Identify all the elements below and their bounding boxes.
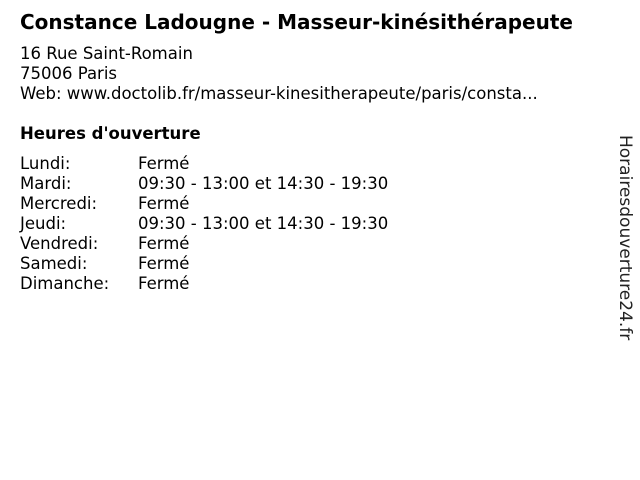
day-label: Dimanche: [20, 274, 110, 293]
day-label: Samedi: [20, 254, 88, 273]
day-hours: Fermé [138, 154, 190, 173]
day-label: Vendredi: [20, 234, 99, 253]
address-block [20, 44, 538, 104]
hours-row [20, 214, 388, 234]
day-hours: 09:30 - 13:00 et 14:30 - 19:30 [138, 214, 389, 233]
hours-row [20, 174, 388, 194]
hours-table [20, 154, 388, 294]
day-label: Mercredi: [20, 194, 98, 213]
website-link[interactable]: Web: www.doctolib.fr/masseur-kinesitherapeute/paris/consta... [20, 84, 538, 103]
day-label: Mardi: [20, 174, 72, 193]
day-label: Lundi: [20, 154, 71, 173]
day-hours: Fermé [138, 194, 190, 213]
day-hours: Fermé [138, 234, 190, 253]
street-address: 16 Rue Saint-Romain [20, 44, 193, 63]
hours-heading: Heures d'ouverture [20, 124, 201, 143]
hours-row [20, 254, 388, 274]
hours-row [20, 154, 388, 174]
hours-row [20, 194, 388, 214]
day-hours: 09:30 - 13:00 et 14:30 - 19:30 [138, 174, 389, 193]
day-label: Jeudi: [20, 214, 67, 233]
hours-row [20, 274, 388, 294]
site-watermark: Horairesdouverture24.fr [615, 135, 635, 341]
city-postal: 75006 Paris [20, 64, 118, 83]
day-hours: Fermé [138, 254, 190, 273]
day-hours: Fermé [138, 274, 190, 293]
business-title: Constance Ladougne - Masseur-kinésithérapeute [20, 10, 573, 34]
hours-row [20, 234, 388, 254]
